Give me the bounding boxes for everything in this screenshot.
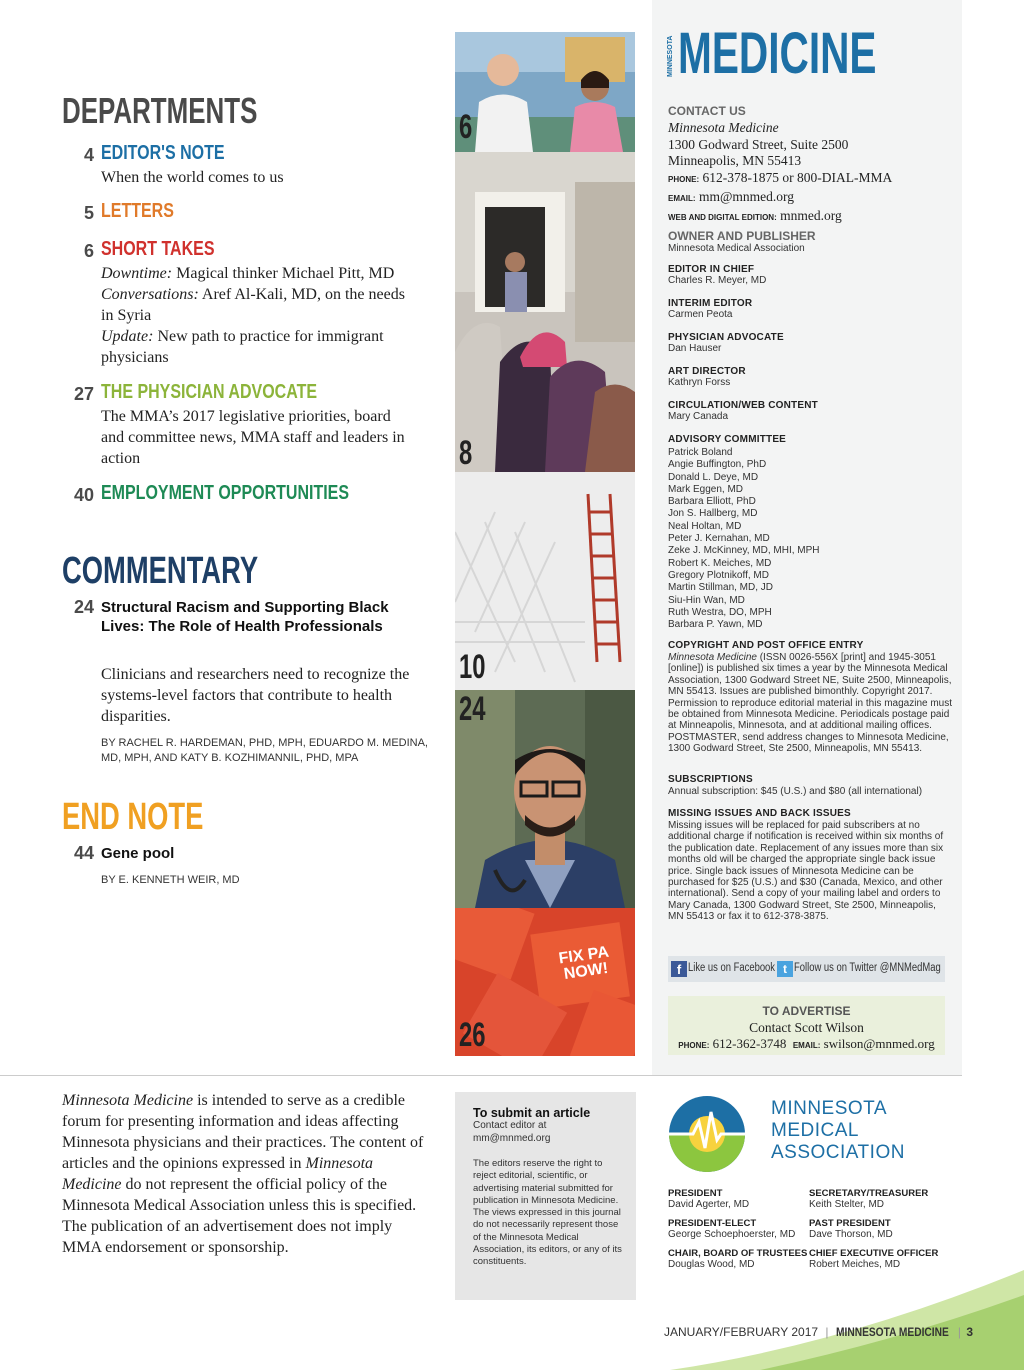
- subscriptions-label: SUBSCRIPTIONS: [668, 774, 753, 785]
- subscriptions-text: Annual subscription: $45 (U.S.) and $80 (all international): [668, 786, 923, 797]
- email-label: EMAIL:: [668, 193, 696, 203]
- contact-label: CONTACT US: [668, 104, 746, 118]
- short-takes-list: [101, 263, 421, 368]
- facebook-link[interactable]: Like us on Facebook: [688, 962, 776, 974]
- mma-logo: [667, 1092, 763, 1176]
- commentary-dek: Clinicians and researchers need to recognize the systems-level factors that contribute to health disparities.: [101, 666, 410, 725]
- contact-web[interactable]: mnmed.org: [780, 207, 842, 223]
- advisory-member: Robert K. Meiches, MD: [668, 557, 772, 569]
- dept-heading-employment[interactable]: EMPLOYMENT OPPORTUNITIES: [101, 482, 350, 504]
- dept-number: 40: [73, 485, 94, 505]
- commentary-number: 24: [73, 597, 94, 617]
- officer-entry: CHAIR, BOARD OF TRUSTEES Douglas Wood, MD: [668, 1248, 808, 1270]
- officer-entry: PRESIDENT David Agerter, MD: [668, 1188, 750, 1210]
- staff-entry: PHYSICIAN ADVOCATE Dan Hauser: [668, 332, 784, 354]
- mma-name: MINNESOTA MEDICAL ASSOCIATION: [771, 1098, 905, 1163]
- short-take-item: Downtime: Magical thinker Michael Pitt, MD: [101, 265, 395, 282]
- twitter-link[interactable]: Follow us on Twitter @MNMedMag: [794, 962, 941, 974]
- missing-issues-label: MISSING ISSUES AND BACK ISSUES: [668, 808, 851, 819]
- advisory-member: Siu-Hin Wan, MD: [668, 594, 745, 606]
- dept-heading-letters[interactable]: LETTERS: [101, 200, 174, 222]
- photo-physician-portrait[interactable]: [455, 690, 635, 908]
- staff-list: [668, 264, 953, 434]
- decorative-swoosh: [640, 1270, 1024, 1370]
- contact-block: [668, 120, 953, 226]
- dept-number: 6: [83, 241, 94, 261]
- short-take-item: Conversations: Aref Al-Kali, MD, on the needs in Syria: [101, 286, 405, 324]
- staff-entry: EDITOR IN CHIEF Charles R. Meyer, MD: [668, 264, 767, 286]
- photo-page-number: 6: [459, 108, 473, 146]
- advisory-member: Donald L. Deye, MD: [668, 471, 759, 483]
- staff-entry: INTERIM EDITOR Carmen Peota: [668, 298, 753, 320]
- footer-magazine: MINNESOTA MEDICINE: [835, 1325, 949, 1339]
- photo-page-number: 10: [459, 648, 486, 686]
- social-bar: [668, 956, 945, 982]
- officer-entry: PRESIDENT-ELECT George Schoephoerster, MD: [668, 1218, 796, 1240]
- protest-sign-text: FIX PA NOW!: [557, 943, 610, 983]
- dept-heading-short-takes[interactable]: SHORT TAKES: [101, 238, 215, 260]
- web-label: WEB AND DIGITAL EDITION:: [668, 212, 777, 222]
- staff-entry: CIRCULATION/WEB CONTENT Mary Canada: [668, 400, 818, 422]
- end-note-article-title[interactable]: Gene pool: [101, 845, 175, 862]
- advertise-email[interactable]: swilson@mnmed.org: [823, 1036, 935, 1051]
- advisory-member: Mark Eggen, MD: [668, 483, 744, 495]
- dept-heading-editors-note[interactable]: EDITOR'S NOTE: [101, 142, 225, 164]
- submit-body: The editors reserve the right to reject editorial, scientific, or advertising material submitted for publication in Minnesota Medicine. The views expressed in this journal do not necessarily represent those of the Minnesota Medical Association, its editors, or any of its constituents.: [473, 1158, 622, 1268]
- facebook-icon[interactable]: f: [671, 961, 687, 977]
- short-take-item: Update: New path to practice for immigrant physicians: [101, 328, 384, 366]
- owner-label: OWNER AND PUBLISHER: [668, 229, 816, 243]
- advertise-phone[interactable]: 612-362-3748: [712, 1036, 787, 1051]
- footer-issue: JANUARY/FEBRUARY 2017: [664, 1325, 819, 1339]
- commentary-byline: BY RACHEL R. HARDEMAN, PHD, MPH, EDUARDO M. MEDINA, MD, MPH, AND KATY B. KOZHIMANNIL, PHD, MPA: [101, 737, 428, 764]
- footer-separator: |: [825, 1325, 829, 1339]
- masthead-state: MINNESOTA: [667, 35, 674, 77]
- dept-number: 5: [83, 203, 94, 223]
- missing-issues-text: Missing issues will be replaced for paid subscribers at no additional charge if notification is received within six months of the publication date. Replacement of any issues more than six months old will be charged the appropriate single back issue price. Single back issues of Minnesota Medicine can be purchased for $25 (U.S.) and $30 (Canada, Mexico, and other international). Send a copy of your mailing label and orders to Mary Canada, 1300 Godward Street, Ste 2500, Minneapolis, MN 55413 or fax it to 612-378-3875.: [668, 820, 944, 923]
- dept-description: When the world comes to us: [101, 169, 284, 186]
- advertise-label: TO ADVERTISE: [762, 1004, 851, 1018]
- submit-title: To submit an article: [473, 1106, 591, 1120]
- officer-entry: CHIEF EXECUTIVE OFFICER Robert Meiches, MD: [809, 1248, 939, 1270]
- contact-name: Minnesota Medicine: [668, 120, 779, 135]
- contact-address2: Minneapolis, MN 55413: [668, 153, 802, 169]
- advisory-member: Martin Stillman, MD, JD: [668, 582, 774, 594]
- submit-article-box: [455, 1092, 636, 1300]
- mma-logo-icon: [667, 1092, 763, 1176]
- copyright-label: COPYRIGHT AND POST OFFICE ENTRY: [668, 640, 864, 651]
- advisory-member: Jon S. Hallberg, MD: [668, 508, 758, 520]
- twitter-icon[interactable]: t: [777, 961, 793, 977]
- end-note-byline: BY E. KENNETH WEIR, MD: [101, 874, 240, 886]
- photo-page-number: 26: [459, 1016, 486, 1054]
- advisory-member: Patrick Boland: [668, 447, 733, 458]
- end-note-number: 44: [73, 843, 94, 863]
- dept-number: 4: [83, 145, 94, 165]
- advisory-member: Gregory Plotnikoff, MD: [668, 569, 769, 581]
- photo-page-number: 8: [459, 434, 473, 472]
- submit-contact[interactable]: Contact editor at mm@mnmed.org: [473, 1120, 551, 1144]
- contact-email[interactable]: mm@mnmed.org: [698, 188, 794, 204]
- end-note-title: END NOTE: [62, 796, 204, 838]
- contact-phone[interactable]: 612-378-1875 or 800-DIAL-MMA: [702, 170, 893, 186]
- section-divider: [0, 1075, 962, 1076]
- photo-refugees[interactable]: [455, 152, 635, 472]
- advertise-details: PHONE: 612-362-3748 EMAIL: swilson@mnmed.org: [678, 1036, 935, 1051]
- dept-heading-physician-advocate[interactable]: THE PHYSICIAN ADVOCATE: [101, 381, 318, 403]
- dept-description: The MMA’s 2017 legislative priorities, board and committee news, MMA staff and leaders in action: [101, 408, 405, 467]
- officer-entry: SECRETARY/TREASURER Keith Stelter, MD: [809, 1188, 929, 1210]
- commentary-article-title[interactable]: Structural Racism and Supporting Black Lives: The Role of Health Professionals: [101, 599, 389, 635]
- copyright-text: Minnesota Medicine (ISSN 0026-556X [print] and 1945-3051 [online]) is published six times a year by the Minnesota Medical Association, 1300 Godward Street NE, Suite 2500, Minneapolis, MN 55413. Issues are published bimonthly. Copyright 2017. Permission to reproduce editorial material in this magazine must be obtained from Minnesota Medicine. Periodicals postage paid at Minneapolis, Minnesota, and at additional mailing offices. POSTMASTER, send address changes to Minnesota Medicine, 1300 Godward Street, Ste 2500, Minneapolis, MN 55413.: [668, 652, 953, 755]
- advisory-member: Neal Holtan, MD: [668, 520, 742, 532]
- advisory-member: Ruth Westra, DO, MPH: [668, 606, 772, 618]
- footer-separator: |: [957, 1325, 962, 1339]
- advisory-member: Barbara P. Yawn, MD: [668, 619, 763, 631]
- advisory-member: Peter J. Kernahan, MD: [668, 533, 770, 545]
- advisory-label: ADVISORY COMMITTEE: [668, 434, 787, 445]
- photo-protest-signs[interactable]: [455, 908, 635, 1056]
- advertise-contact: Contact Scott Wilson: [749, 1020, 864, 1035]
- photo-doctor-child[interactable]: [455, 32, 635, 152]
- advisory-list: [668, 447, 953, 631]
- officer-entry: PAST PRESIDENT Dave Thorson, MD: [809, 1218, 893, 1240]
- photo-page-number: 24: [459, 690, 486, 728]
- phone-label: PHONE:: [668, 175, 700, 185]
- page-footer: [664, 1325, 973, 1339]
- advisory-member: Angie Buffington, PhD: [668, 459, 767, 471]
- advertise-box: [668, 996, 945, 1055]
- photo-refugees-image: [455, 152, 635, 472]
- masthead-logo: MEDICINE: [678, 21, 877, 86]
- staff-entry: ART DIRECTOR Kathryn Forss: [668, 366, 746, 388]
- disclaimer-text: Minnesota Medicine is intended to serve as a credible forum for presenting information and ideas affecting Minnesota physicians and their practices. The content of articles and the opinions expressed in Minnesota Medicine do not represent the official policy of the Minnesota Medical Association unless this is specified. The publication of an advertisement does not imply MMA endorsement or sponsorship.: [62, 1092, 424, 1256]
- photo-ladder[interactable]: [455, 472, 635, 690]
- advisory-member: Barbara Elliott, PhD: [668, 496, 756, 508]
- departments-title: DEPARTMENTS: [62, 90, 258, 131]
- footer-page-number: 3: [966, 1325, 974, 1339]
- dept-number: 27: [73, 384, 94, 404]
- owner-name: Minnesota Medical Association: [668, 243, 805, 254]
- contact-address1: 1300 Godward Street, Suite 2500: [668, 136, 849, 152]
- photo-doctor-child-image: [455, 32, 635, 152]
- advisory-member: Zeke J. McKinney, MD, MHI, MPH: [668, 545, 820, 557]
- commentary-title: COMMENTARY: [62, 550, 259, 592]
